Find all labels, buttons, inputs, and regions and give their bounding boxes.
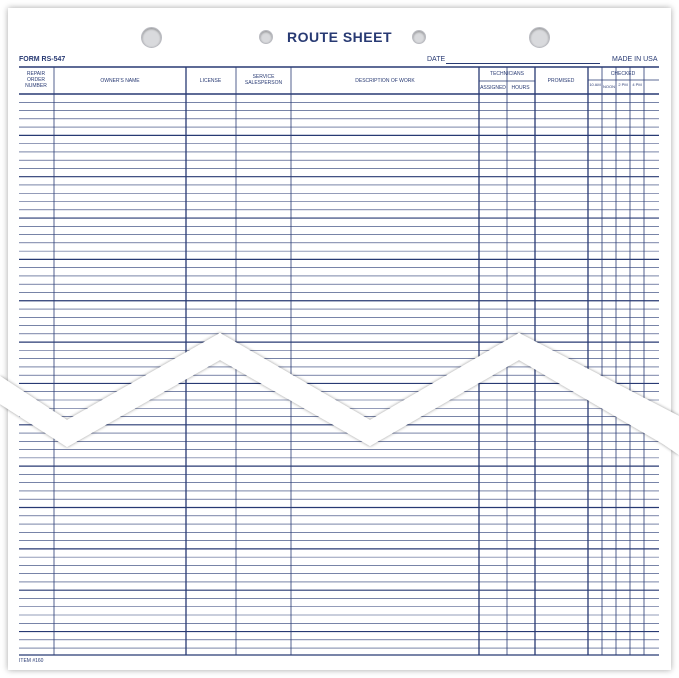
form-title: ROUTE SHEET xyxy=(286,29,393,45)
col-noon: NOON xyxy=(603,84,615,89)
col-4pm: 4 PM xyxy=(632,82,642,87)
col-repair-order: REPAIR ORDER NUMBER xyxy=(25,71,47,89)
date-label: DATE xyxy=(427,56,446,63)
col-description: DESCRIPTION OF WORK xyxy=(355,78,415,84)
col-owners-name: OWNER'S NAME xyxy=(100,78,140,84)
col-service-salesperson: SERVICE SALESPERSON xyxy=(244,74,283,86)
made-in-label: MADE IN USA xyxy=(612,56,658,63)
col-license: LICENSE xyxy=(199,78,222,84)
col-assigned: ASSIGNED xyxy=(480,85,506,91)
col-10am: 10 AM xyxy=(589,82,601,87)
col-technicians: TECHNICIANS xyxy=(490,71,524,77)
col-checked: CHECKED xyxy=(610,71,636,77)
col-hours: HOURS xyxy=(511,85,530,91)
tear-gap xyxy=(0,333,679,455)
col-2pm: 2 PM xyxy=(618,82,628,87)
form-number: FORM RS-547 xyxy=(19,56,66,63)
item-number: ITEM #160 xyxy=(19,658,44,664)
col-promised: PROMISED xyxy=(547,78,575,84)
